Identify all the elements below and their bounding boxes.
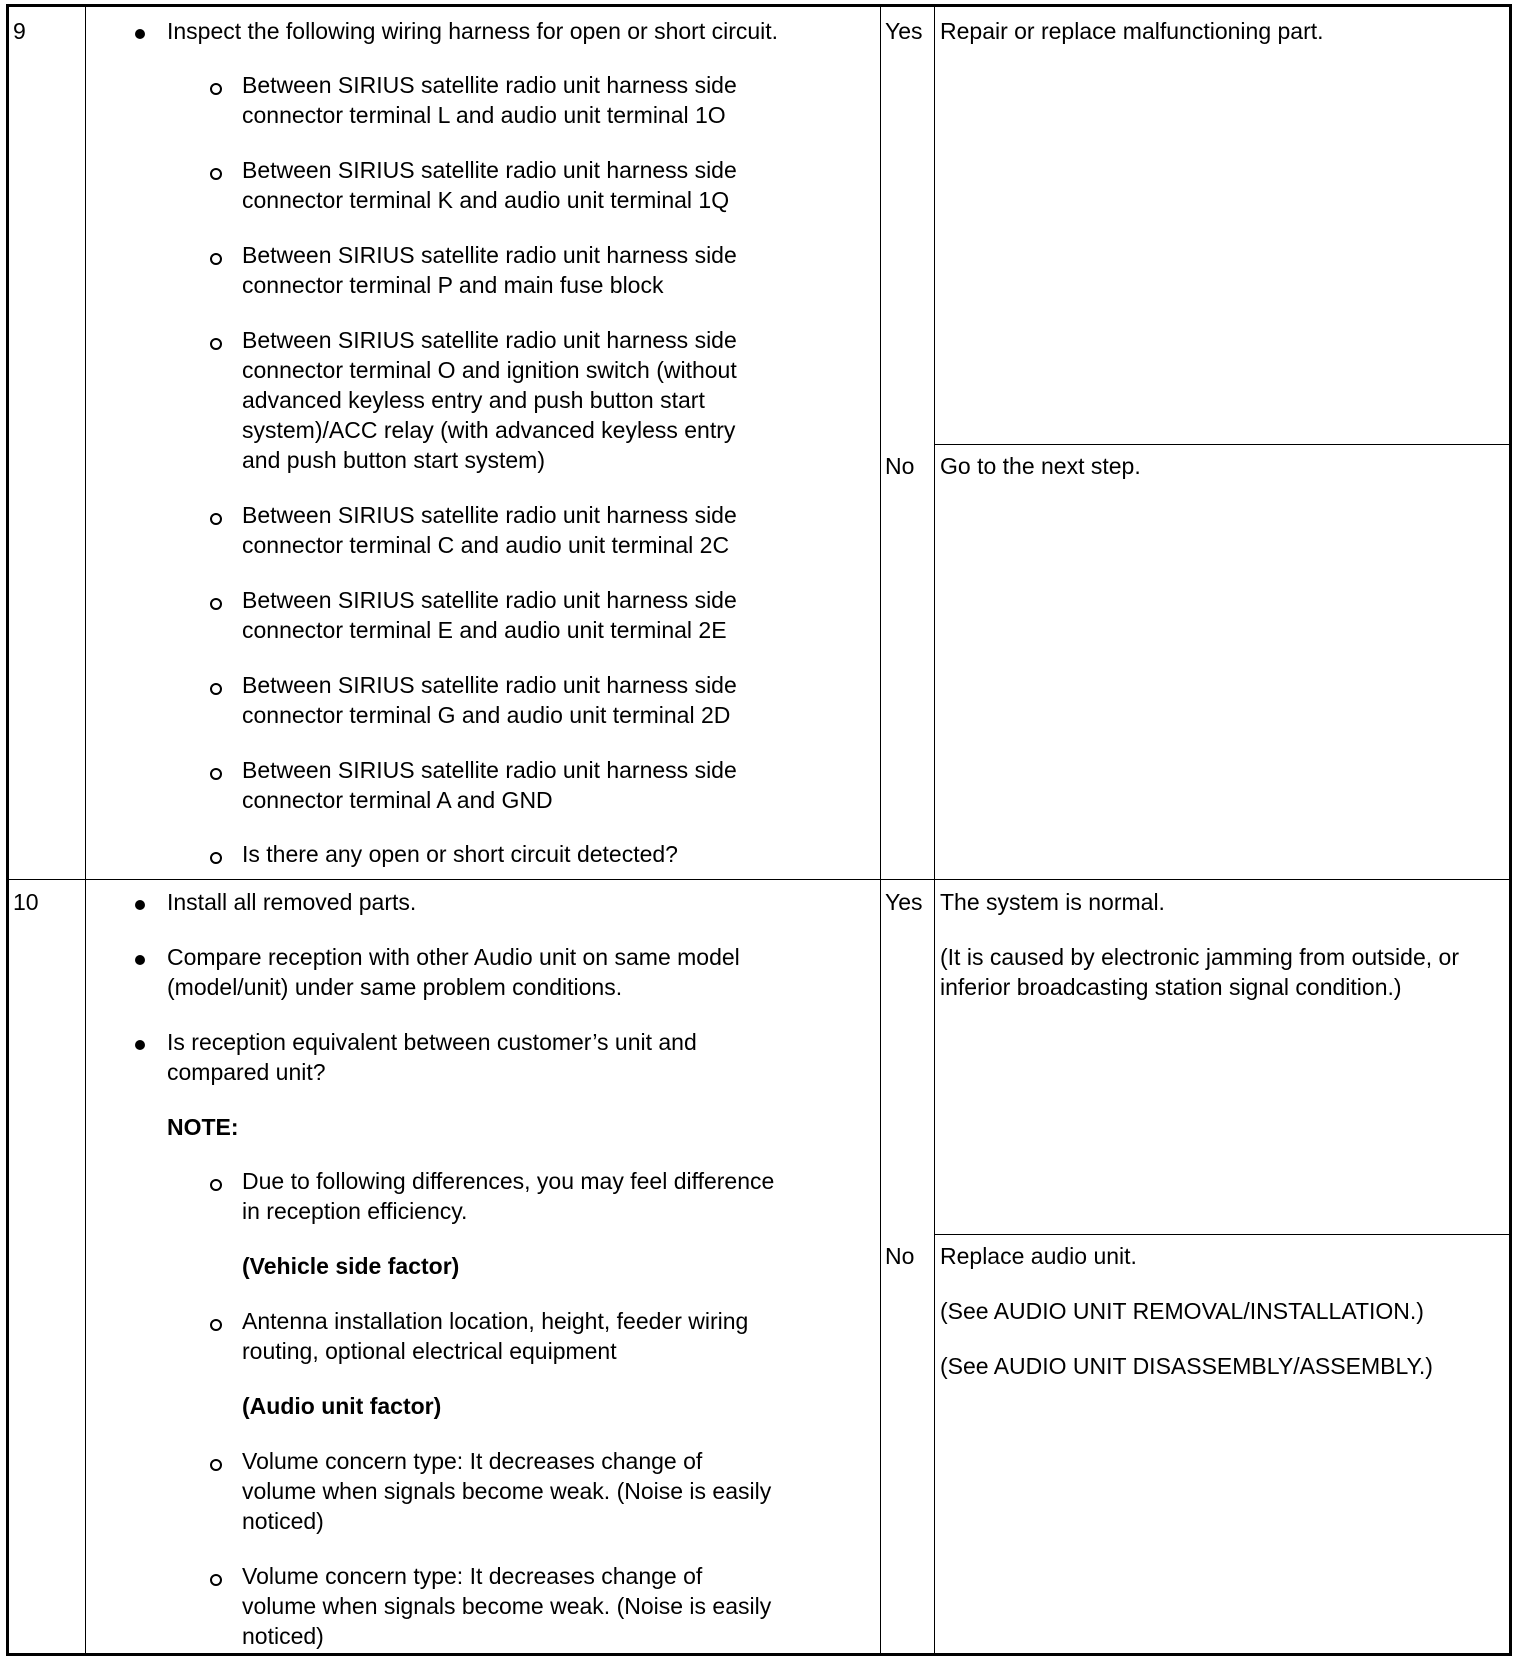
col-divider: [880, 7, 881, 1653]
note-line: noticed): [242, 1623, 324, 1649]
sub-bullet-icon: [210, 598, 222, 610]
yes-action: The system is normal.: [940, 889, 1165, 915]
sub-bullet-icon: [210, 253, 222, 265]
check-line: system)/ACC relay (with advanced keyless entry: [242, 417, 736, 443]
check-line: Between SIRIUS satellite radio unit harness side: [242, 672, 737, 698]
bullet-icon: [135, 900, 145, 910]
note-line: Volume concern type: It decreases change of: [242, 1448, 703, 1474]
yes-label: Yes: [885, 889, 923, 915]
col-divider: [85, 7, 86, 1653]
note-line: Volume concern type: It decreases change of: [242, 1563, 703, 1589]
bullet-icon: [135, 1040, 145, 1050]
check-question: Is there any open or short circuit detected?: [242, 841, 678, 867]
no-label: No: [885, 453, 915, 479]
check-line: Between SIRIUS satellite radio unit harness side: [242, 327, 737, 353]
no-action: Replace audio unit.: [940, 1243, 1137, 1269]
check-line: connector terminal P and main fuse block: [242, 272, 664, 298]
check-line: advanced keyless entry and push button start: [242, 387, 705, 413]
sub-bullet-icon: [210, 1319, 222, 1331]
reference-link: (See AUDIO UNIT DISASSEMBLY/ASSEMBLY.): [940, 1353, 1433, 1379]
check-line: connector terminal C and audio unit terminal 2C: [242, 532, 730, 558]
note-heading: NOTE:: [167, 1114, 239, 1140]
check-line: connector terminal L and audio unit terminal 1O: [242, 102, 726, 128]
col-divider: [934, 7, 935, 1653]
factor-heading: (Vehicle side factor): [242, 1253, 460, 1279]
check-line: connector terminal K and audio unit terminal 1Q: [242, 187, 730, 213]
note-line: Due to following differences, you may feel difference: [242, 1168, 775, 1194]
check-line: and push button start system): [242, 447, 545, 473]
instruction: (model/unit) under same problem conditions.: [167, 974, 623, 1000]
step-number: 10: [13, 889, 39, 915]
note-line: routing, optional electrical equipment: [242, 1338, 617, 1364]
check-line: Between SIRIUS satellite radio unit harness side: [242, 157, 737, 183]
row-divider: [9, 879, 1509, 880]
reference-link: (See AUDIO UNIT REMOVAL/INSTALLATION.): [940, 1298, 1424, 1324]
factor-heading: (Audio unit factor): [242, 1393, 442, 1419]
sub-bullet-icon: [210, 1574, 222, 1586]
question: Is reception equivalent between customer’s unit and: [167, 1029, 697, 1055]
sub-bullet-icon: [210, 768, 222, 780]
note-line: volume when signals become weak. (Noise is easily: [242, 1593, 772, 1619]
diagnosis-table: [6, 4, 1512, 1656]
step-number: 9: [13, 18, 26, 44]
yes-note: (It is caused by electronic jamming from outside, or: [940, 944, 1459, 970]
check-line: Between SIRIUS satellite radio unit harness side: [242, 587, 737, 613]
inspection-instruction: Inspect the following wiring harness for open or short circuit.: [167, 18, 779, 44]
yes-no-divider: [934, 1234, 1509, 1235]
yes-no-divider: [934, 444, 1509, 445]
yes-note: inferior broadcasting station signal condition.): [940, 974, 1402, 1000]
note-line: in reception efficiency.: [242, 1198, 468, 1224]
sub-bullet-icon: [210, 1459, 222, 1471]
check-line: connector terminal A and GND: [242, 787, 553, 813]
sub-bullet-icon: [210, 513, 222, 525]
question: compared unit?: [167, 1059, 326, 1085]
instruction: Compare reception with other Audio unit on same model: [167, 944, 740, 970]
check-line: Between SIRIUS satellite radio unit harness side: [242, 72, 737, 98]
check-line: connector terminal G and audio unit terminal 2D: [242, 702, 731, 728]
sub-bullet-icon: [210, 168, 222, 180]
yes-action: Repair or replace malfunctioning part.: [940, 18, 1324, 44]
bullet-icon: [135, 955, 145, 965]
note-line: noticed): [242, 1508, 324, 1534]
check-line: Between SIRIUS satellite radio unit harness side: [242, 502, 737, 528]
check-line: Between SIRIUS satellite radio unit harness side: [242, 242, 737, 268]
check-line: connector terminal E and audio unit terminal 2E: [242, 617, 727, 643]
bullet-icon: [135, 29, 145, 39]
sub-bullet-icon: [210, 1179, 222, 1191]
note-line: Antenna installation location, height, feeder wiring: [242, 1308, 749, 1334]
sub-bullet-icon: [210, 83, 222, 95]
instruction: Install all removed parts.: [167, 889, 417, 915]
yes-label: Yes: [885, 18, 923, 44]
no-label: No: [885, 1243, 915, 1269]
check-line: Between SIRIUS satellite radio unit harness side: [242, 757, 737, 783]
sub-bullet-icon: [210, 683, 222, 695]
no-action: Go to the next step.: [940, 453, 1141, 479]
note-line: volume when signals become weak. (Noise is easily: [242, 1478, 772, 1504]
check-line: connector terminal O and ignition switch (without: [242, 357, 737, 383]
sub-bullet-icon: [210, 852, 222, 864]
sub-bullet-icon: [210, 338, 222, 350]
